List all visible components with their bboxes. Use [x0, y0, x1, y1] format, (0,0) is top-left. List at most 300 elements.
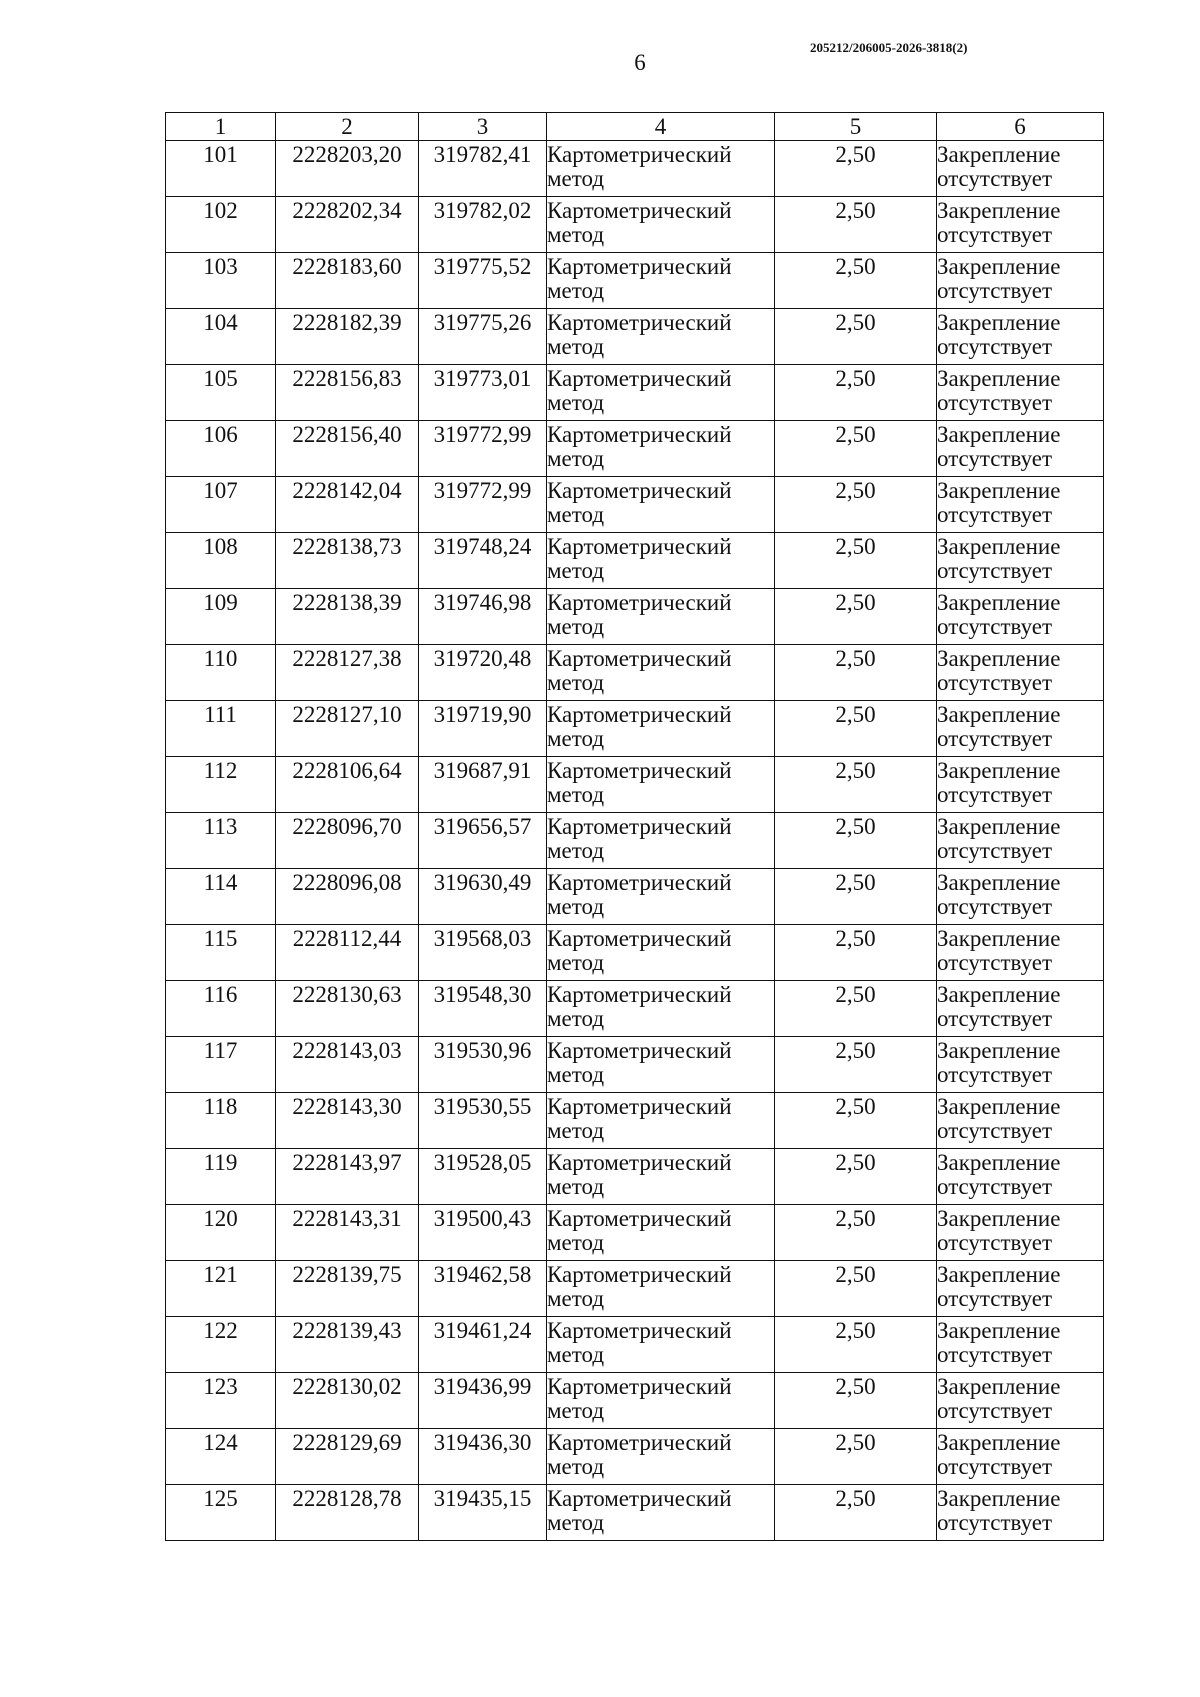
fixation-text: отсутствует [937, 1510, 1053, 1535]
x-coordinate [276, 981, 419, 1037]
y-coordinate-text: 319772,99 [433, 478, 532, 503]
accuracy [775, 981, 937, 1037]
point-number-text: 124 [203, 1430, 238, 1455]
fixation-text: Закрепление [937, 254, 1061, 279]
fixation [937, 757, 1104, 813]
fixation-text: отсутствует [937, 1342, 1053, 1367]
y-coordinate [419, 645, 547, 701]
x-coordinate [276, 869, 419, 925]
point-number-text: 111 [204, 702, 237, 727]
method [547, 253, 775, 309]
y-coordinate-text: 319773,01 [433, 366, 532, 391]
point-number [166, 1205, 276, 1261]
x-coordinate-text: 2228202,34 [292, 198, 402, 223]
x-coordinate-text: 2228183,60 [292, 254, 402, 279]
x-coordinate [276, 533, 419, 589]
method-text: метод [547, 950, 605, 975]
method-text: Картометрический [547, 1486, 732, 1511]
fixation [937, 1485, 1104, 1541]
method-text: Картометрический [547, 1430, 732, 1455]
fixation-text: Закрепление [937, 1430, 1061, 1455]
method-text: Картометрический [547, 310, 732, 335]
method [547, 701, 775, 757]
y-coordinate-text: 319775,26 [433, 310, 532, 335]
method [547, 981, 775, 1037]
method-text: метод [547, 278, 605, 303]
fixation-text: отсутствует [937, 558, 1053, 583]
method-text: Картометрический [547, 1318, 732, 1343]
x-coordinate-text: 2228127,38 [292, 646, 402, 671]
method-text: метод [547, 670, 605, 695]
point-number [166, 1261, 276, 1317]
x-coordinate-text: 2228182,39 [292, 310, 402, 335]
accuracy [775, 1261, 937, 1317]
column-header-3: 3 [419, 113, 547, 141]
accuracy-text: 2,50 [835, 814, 876, 839]
y-coordinate [419, 1373, 547, 1429]
method-text: Картометрический [547, 702, 732, 727]
table-row [166, 309, 1104, 365]
method [547, 309, 775, 365]
column-header-5: 5 [775, 113, 937, 141]
method-text: метод [547, 1454, 605, 1479]
fixation-text: отсутствует [937, 166, 1053, 191]
fixation-text: Закрепление [937, 1094, 1061, 1119]
method-text: Картометрический [547, 1262, 732, 1287]
fixation [937, 1261, 1104, 1317]
accuracy-text: 2,50 [835, 646, 876, 671]
table-row [166, 757, 1104, 813]
fixation-text: Закрепление [937, 702, 1061, 727]
point-number [166, 477, 276, 533]
accuracy [775, 1373, 937, 1429]
accuracy-text: 2,50 [835, 254, 876, 279]
point-number [166, 1149, 276, 1205]
table-row [166, 197, 1104, 253]
method [547, 197, 775, 253]
x-coordinate-text: 2228143,03 [292, 1038, 402, 1063]
x-coordinate [276, 1093, 419, 1149]
method-text: Картометрический [547, 1038, 732, 1063]
accuracy [775, 309, 937, 365]
method [547, 1485, 775, 1541]
y-coordinate [419, 309, 547, 365]
x-coordinate-text: 2228203,20 [292, 142, 402, 167]
point-number [166, 1037, 276, 1093]
table-body [166, 141, 1104, 1541]
y-coordinate-text: 319462,58 [433, 1262, 532, 1287]
y-coordinate-text: 319436,30 [433, 1430, 532, 1455]
point-number-text: 107 [203, 478, 238, 503]
method-text: метод [547, 894, 605, 919]
y-coordinate-text: 319775,52 [433, 254, 532, 279]
x-coordinate [276, 1205, 419, 1261]
method-text: метод [547, 446, 605, 471]
point-number-text: 125 [203, 1486, 238, 1511]
table-row [166, 813, 1104, 869]
accuracy [775, 253, 937, 309]
fixation-text: отсутствует [937, 838, 1053, 863]
fixation-text: отсутствует [937, 950, 1053, 975]
x-coordinate-text: 2228130,02 [292, 1374, 402, 1399]
fixation-text: Закрепление [937, 198, 1061, 223]
fixation-text: отсутствует [937, 1454, 1053, 1479]
x-coordinate [276, 645, 419, 701]
fixation-text: отсутствует [937, 614, 1053, 639]
table-row [166, 1261, 1104, 1317]
y-coordinate-text: 319548,30 [433, 982, 532, 1007]
point-number-text: 112 [203, 758, 238, 783]
y-coordinate-text: 319436,99 [433, 1374, 532, 1399]
method [547, 589, 775, 645]
method-text: Картометрический [547, 1150, 732, 1175]
point-number [166, 365, 276, 421]
accuracy [775, 1037, 937, 1093]
fixation-text: отсутствует [937, 1174, 1053, 1199]
point-number [166, 309, 276, 365]
point-number-text: 120 [203, 1206, 238, 1231]
point-number [166, 1093, 276, 1149]
method [547, 1373, 775, 1429]
method-text: метод [547, 502, 605, 527]
point-number [166, 925, 276, 981]
method-text: Картометрический [547, 478, 732, 503]
fixation-text: отсутствует [937, 670, 1053, 695]
method [547, 1317, 775, 1373]
method [547, 421, 775, 477]
point-number-text: 122 [203, 1318, 238, 1343]
accuracy [775, 477, 937, 533]
y-coordinate [419, 925, 547, 981]
method [547, 1149, 775, 1205]
table-row [166, 981, 1104, 1037]
y-coordinate-text: 319719,90 [433, 702, 532, 727]
fixation [937, 141, 1104, 197]
y-coordinate-text: 319530,96 [433, 1038, 532, 1063]
y-coordinate [419, 1429, 547, 1485]
x-coordinate [276, 309, 419, 365]
table-row [166, 1485, 1104, 1541]
point-number [166, 1429, 276, 1485]
method [547, 1093, 775, 1149]
fixation-text: Закрепление [937, 422, 1061, 447]
table-row [166, 533, 1104, 589]
point-number-text: 102 [203, 198, 238, 223]
method-text: метод [547, 726, 605, 751]
fixation-text: отсутствует [937, 222, 1053, 247]
method [547, 141, 775, 197]
x-coordinate [276, 421, 419, 477]
fixation-text: отсутствует [937, 1006, 1053, 1031]
x-coordinate-text: 2228096,70 [292, 814, 402, 839]
table-row [166, 1037, 1104, 1093]
x-coordinate-text: 2228143,97 [292, 1150, 402, 1175]
method-text: метод [547, 1174, 605, 1199]
x-coordinate-text: 2228127,10 [292, 702, 402, 727]
accuracy-text: 2,50 [835, 1374, 876, 1399]
x-coordinate [276, 253, 419, 309]
y-coordinate [419, 813, 547, 869]
y-coordinate [419, 1317, 547, 1373]
method [547, 813, 775, 869]
y-coordinate-text: 319656,57 [433, 814, 532, 839]
point-number-text: 109 [203, 590, 238, 615]
fixation [937, 365, 1104, 421]
table-header-row [166, 113, 1104, 141]
accuracy [775, 589, 937, 645]
accuracy-text: 2,50 [835, 870, 876, 895]
table-row [166, 1149, 1104, 1205]
x-coordinate [276, 365, 419, 421]
accuracy-text: 2,50 [835, 702, 876, 727]
fixation-text: отсутствует [937, 334, 1053, 359]
y-coordinate [419, 365, 547, 421]
fixation-text: отсутствует [937, 782, 1053, 807]
accuracy-text: 2,50 [835, 1206, 876, 1231]
fixation-text: Закрепление [937, 1038, 1061, 1063]
table-row [166, 253, 1104, 309]
point-number-text: 104 [203, 310, 238, 335]
accuracy [775, 1093, 937, 1149]
x-coordinate-text: 2228156,40 [292, 422, 402, 447]
accuracy [775, 197, 937, 253]
point-number-text: 123 [203, 1374, 238, 1399]
y-coordinate [419, 1485, 547, 1541]
fixation [937, 197, 1104, 253]
method-text: Картометрический [547, 534, 732, 559]
method-text: Картометрический [547, 142, 732, 167]
fixation-text: отсутствует [937, 726, 1053, 751]
method-text: Картометрический [547, 814, 732, 839]
method [547, 1261, 775, 1317]
x-coordinate-text: 2228143,31 [292, 1206, 402, 1231]
fixation [937, 589, 1104, 645]
fixation-text: Закрепление [937, 1486, 1061, 1511]
method-text: Картометрический [547, 982, 732, 1007]
x-coordinate-text: 2228130,63 [292, 982, 402, 1007]
method-text: метод [547, 390, 605, 415]
fixation [937, 701, 1104, 757]
method-text: метод [547, 1006, 605, 1031]
fixation [937, 1429, 1104, 1485]
accuracy-text: 2,50 [835, 982, 876, 1007]
accuracy [775, 1205, 937, 1261]
accuracy [775, 757, 937, 813]
method-text: метод [547, 1342, 605, 1367]
fixation-text: Закрепление [937, 646, 1061, 671]
y-coordinate-text: 319435,15 [433, 1486, 532, 1511]
point-number [166, 645, 276, 701]
fixation-text: отсутствует [937, 1062, 1053, 1087]
fixation-text: Закрепление [937, 142, 1061, 167]
method-text: метод [547, 614, 605, 639]
accuracy [775, 141, 937, 197]
point-number [166, 197, 276, 253]
y-coordinate-text: 319782,02 [433, 198, 532, 223]
x-coordinate [276, 589, 419, 645]
table-row [166, 1373, 1104, 1429]
fixation-text: Закрепление [937, 366, 1061, 391]
method-text: Картометрический [547, 1374, 732, 1399]
point-number-text: 119 [203, 1150, 238, 1175]
fixation [937, 421, 1104, 477]
y-coordinate [419, 869, 547, 925]
table-row [166, 589, 1104, 645]
document-reference: 205212/206005-2026-3818(2) [810, 40, 968, 55]
point-number-text: 113 [203, 814, 238, 839]
accuracy-text: 2,50 [835, 926, 876, 951]
method [547, 1205, 775, 1261]
fixation-text: отсутствует [937, 1230, 1053, 1255]
method-text: Картометрический [547, 926, 732, 951]
column-header-2: 2 [276, 113, 419, 141]
accuracy [775, 813, 937, 869]
method-text: Картометрический [547, 422, 732, 447]
point-number-text: 116 [203, 982, 238, 1007]
y-coordinate [419, 253, 547, 309]
table-row [166, 1205, 1104, 1261]
x-coordinate-text: 2228138,39 [292, 590, 402, 615]
x-coordinate-text: 2228139,43 [292, 1318, 402, 1343]
y-coordinate [419, 757, 547, 813]
y-coordinate-text: 319782,41 [433, 142, 532, 167]
table-row [166, 477, 1104, 533]
column-header-6: 6 [937, 113, 1104, 141]
x-coordinate-text: 2228096,08 [292, 870, 402, 895]
method-text: Картометрический [547, 366, 732, 391]
fixation-text: Закрепление [937, 926, 1061, 951]
point-number [166, 421, 276, 477]
table-row [166, 1317, 1104, 1373]
y-coordinate [419, 141, 547, 197]
y-coordinate [419, 421, 547, 477]
table-row [166, 645, 1104, 701]
y-coordinate-text: 319500,43 [433, 1206, 532, 1231]
fixation-text: Закрепление [937, 1262, 1061, 1287]
fixation [937, 1317, 1104, 1373]
y-coordinate [419, 701, 547, 757]
fixation-text: Закрепление [937, 1318, 1061, 1343]
x-coordinate-text: 2228139,75 [292, 1262, 402, 1287]
x-coordinate-text: 2228138,73 [292, 534, 402, 559]
method-text: метод [547, 1286, 605, 1311]
x-coordinate [276, 197, 419, 253]
fixation-text: Закрепление [937, 1374, 1061, 1399]
method-text: метод [547, 782, 605, 807]
point-number [166, 533, 276, 589]
fixation-text: отсутствует [937, 894, 1053, 919]
method [547, 925, 775, 981]
fixation [937, 533, 1104, 589]
accuracy [775, 1429, 937, 1485]
y-coordinate-text: 319748,24 [433, 534, 532, 559]
x-coordinate-text: 2228129,69 [292, 1430, 402, 1455]
accuracy-text: 2,50 [835, 478, 876, 503]
point-number [166, 981, 276, 1037]
fixation-text: Закрепление [937, 590, 1061, 615]
accuracy-text: 2,50 [835, 1038, 876, 1063]
x-coordinate [276, 1317, 419, 1373]
method [547, 757, 775, 813]
fixation-text: Закрепление [937, 478, 1061, 503]
method-text: метод [547, 1230, 605, 1255]
point-number [166, 813, 276, 869]
accuracy-text: 2,50 [835, 310, 876, 335]
accuracy-text: 2,50 [835, 1430, 876, 1455]
point-number-text: 121 [203, 1262, 238, 1287]
method-text: метод [547, 1062, 605, 1087]
x-coordinate [276, 701, 419, 757]
method [547, 869, 775, 925]
point-number [166, 869, 276, 925]
point-number-text: 105 [203, 366, 238, 391]
x-coordinate-text: 2228106,64 [292, 758, 402, 783]
fixation-text: отсутствует [937, 446, 1053, 471]
x-coordinate-text: 2228143,30 [292, 1094, 402, 1119]
accuracy-text: 2,50 [835, 1318, 876, 1343]
accuracy-text: 2,50 [835, 1262, 876, 1287]
fixation-text: Закрепление [937, 870, 1061, 895]
table-row [166, 1093, 1104, 1149]
x-coordinate-text: 2228112,44 [292, 926, 402, 951]
accuracy [775, 1149, 937, 1205]
accuracy [775, 701, 937, 757]
fixation [937, 981, 1104, 1037]
method-text: метод [547, 558, 605, 583]
y-coordinate-text: 319746,98 [433, 590, 532, 615]
fixation-text: Закрепление [937, 758, 1061, 783]
fixation-text: отсутствует [937, 1286, 1053, 1311]
method-text: метод [547, 838, 605, 863]
y-coordinate-text: 319630,49 [433, 870, 532, 895]
accuracy [775, 1485, 937, 1541]
point-number-text: 115 [203, 926, 238, 951]
column-header-4: 4 [547, 113, 775, 141]
accuracy-text: 2,50 [835, 142, 876, 167]
point-number [166, 253, 276, 309]
fixation-text: Закрепление [937, 534, 1061, 559]
method-text: метод [547, 334, 605, 359]
point-number [166, 1373, 276, 1429]
point-number-text: 110 [203, 646, 238, 671]
method-text: Картометрический [547, 646, 732, 671]
accuracy [775, 1317, 937, 1373]
method [547, 1429, 775, 1485]
coordinates-table [165, 112, 1104, 1541]
x-coordinate [276, 141, 419, 197]
fixation [937, 477, 1104, 533]
method [547, 645, 775, 701]
accuracy [775, 365, 937, 421]
accuracy-text: 2,50 [835, 1094, 876, 1119]
x-coordinate-text: 2228156,83 [292, 366, 402, 391]
point-number-text: 118 [203, 1094, 238, 1119]
fixation [937, 253, 1104, 309]
x-coordinate [276, 1261, 419, 1317]
method-text: Картометрический [547, 254, 732, 279]
method [547, 365, 775, 421]
table-row [166, 421, 1104, 477]
point-number-text: 114 [203, 870, 238, 895]
fixation-text: отсутствует [937, 502, 1053, 527]
fixation-text: отсутствует [937, 1398, 1053, 1423]
point-number-text: 117 [203, 1038, 238, 1063]
point-number-text: 106 [203, 422, 238, 447]
accuracy-text: 2,50 [835, 1150, 876, 1175]
y-coordinate [419, 477, 547, 533]
table-row [166, 1429, 1104, 1485]
method-text: Картометрический [547, 590, 732, 615]
